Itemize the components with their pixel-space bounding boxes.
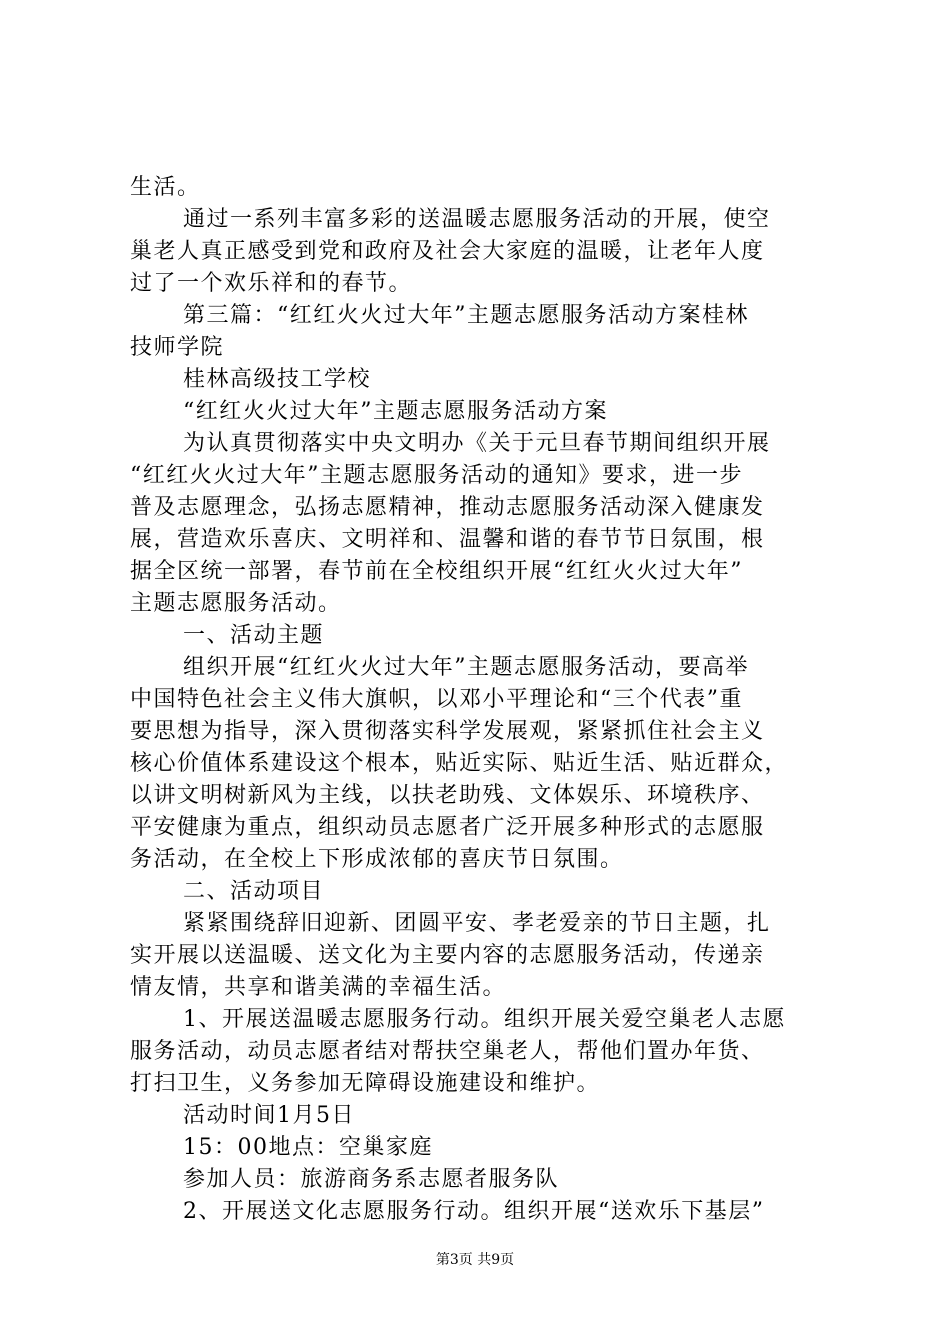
text-line: 服务活动，动员志愿者结对帮扶空巢老人，帮他们置办年货、 — [130, 1039, 765, 1064]
text-line: 技师学院 — [130, 335, 225, 360]
text-line: 通过一系列丰富多彩的送温暖志愿服务活动的开展，使空 — [183, 207, 771, 232]
text-line: 2、开展送文化志愿服务行动。组织开展“送欢乐下基层” — [183, 1199, 765, 1224]
text-line: 过了一个欢乐祥和的春节。 — [130, 271, 413, 296]
text-line: “红红火火过大年”主题志愿服务活动的通知》要求，进一步 — [130, 463, 743, 488]
text-line: 生活。 — [130, 175, 201, 200]
text-line: 桂林高级技工学校 — [183, 367, 372, 392]
text-line: 主题志愿服务活动。 — [130, 591, 342, 616]
document-body — [130, 172, 830, 1228]
text-line: 紧紧围绕辞旧迎新、团圆平安、孝老爱亲的节日主题，扎 — [183, 911, 771, 936]
text-line: 活动时间1月5日 — [183, 1103, 355, 1128]
text-line: 实开展以送温暖、送文化为主要内容的志愿服务活动，传递亲 — [130, 943, 765, 968]
text-line: 要思想为指导，深入贯彻落实科学发展观，紧紧抓住社会主义 — [130, 719, 765, 744]
page-footer: 第3页 共9页 — [435, 1252, 515, 1268]
text-line: 1、开展送温暖志愿服务行动。组织开展关爱空巢老人志愿 — [183, 1007, 786, 1032]
text-line: 普及志愿理念，弘扬志愿精神，推动志愿服务活动深入健康发 — [130, 495, 765, 520]
text-line: 平安健康为重点，组织动员志愿者广泛开展多种形式的志愿服 — [130, 815, 765, 840]
text-line: 展，营造欢乐喜庆、文明祥和、温馨和谐的春节节日氛围，根 — [130, 527, 765, 552]
text-line: 巢老人真正感受到党和政府及社会大家庭的温暖，让老年人度 — [130, 239, 765, 264]
text-line: 为认真贯彻落实中央文明办《关于元旦春节期间组织开展 — [183, 431, 771, 456]
text-line: 15：00地点：空巢家庭 — [183, 1135, 433, 1160]
text-line: 务活动，在全校上下形成浓郁的喜庆节日氛围。 — [130, 847, 624, 872]
text-line: 一、活动主题 — [183, 623, 325, 648]
text-line: 以讲文明树新风为主线，以扶老助残、文体娱乐、环境秩序、 — [130, 783, 765, 808]
text-line: “红红火火过大年”主题志愿服务活动方案 — [183, 399, 608, 424]
text-line: 二、活动项目 — [183, 879, 325, 904]
text-line: 据全区统一部署，春节前在全校组织开展“红红火火过大年” — [130, 559, 743, 584]
text-line: 参加人员：旅游商务系志愿者服务队 — [183, 1167, 560, 1192]
text-line: 情友情，共享和谐美满的幸福生活。 — [130, 975, 507, 1000]
text-line: 第三篇：“红红火火过大年”主题志愿服务活动方案桂林 — [183, 303, 749, 328]
text-line: 核心价值体系建设这个根本，贴近实际、贴近生活、贴近群众， — [130, 751, 789, 776]
text-line: 打扫卫生，义务参加无障碍设施建设和维护。 — [130, 1071, 601, 1096]
text-line: 中国特色社会主义伟大旗帜，以邓小平理论和“三个代表”重 — [130, 687, 743, 712]
text-line: 组织开展“红红火火过大年”主题志愿服务活动，要高举 — [183, 655, 749, 680]
